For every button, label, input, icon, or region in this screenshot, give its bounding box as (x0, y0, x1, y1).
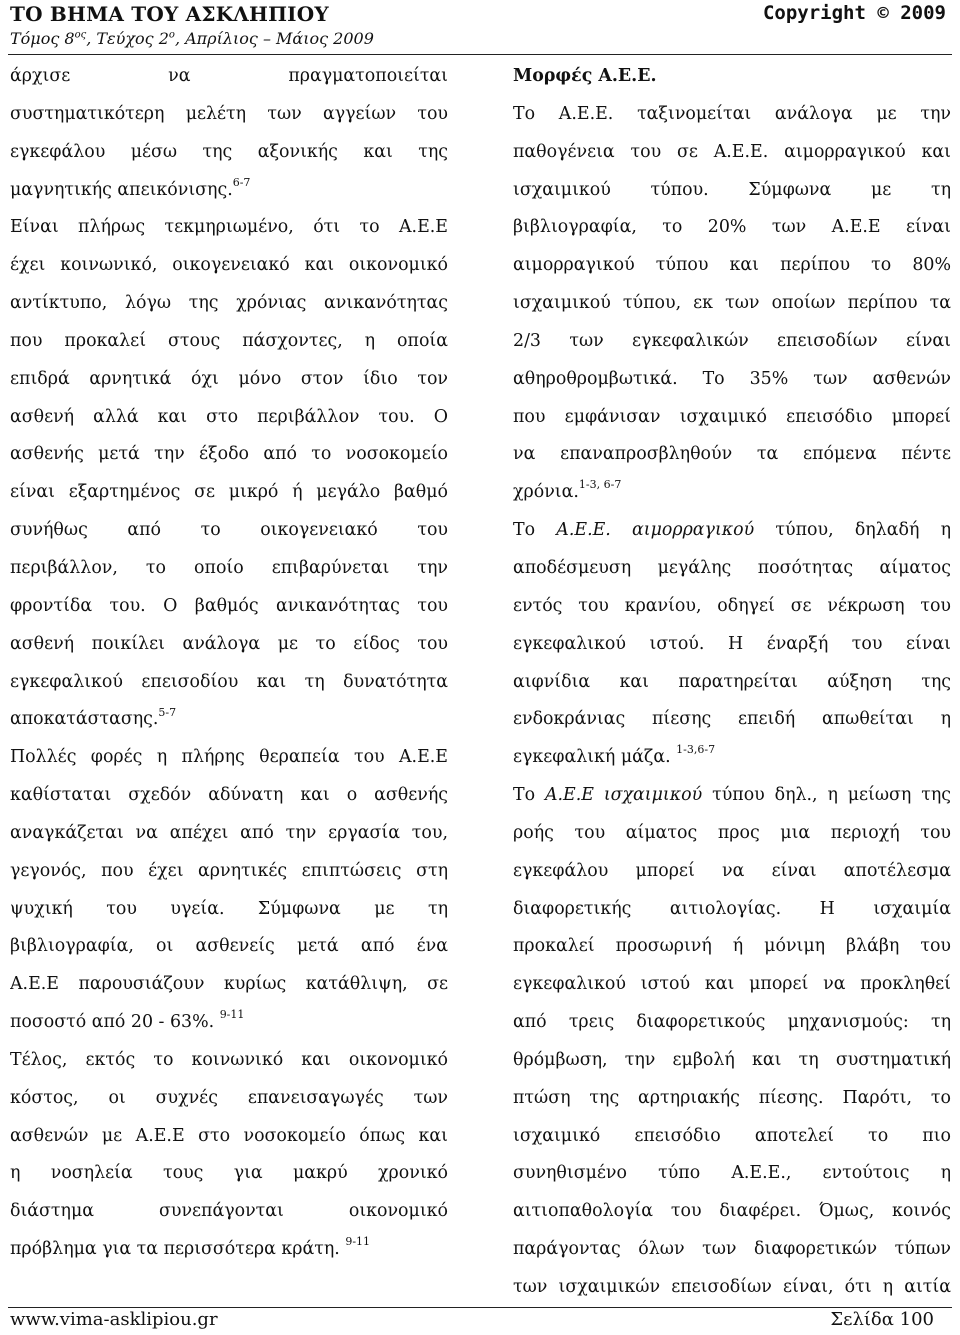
text-segment: εγκεφαλική μάζα. (513, 747, 671, 768)
text-line: ισχαιμικού τύπου, εκ των οποίων περίπου τα (513, 293, 951, 314)
text-line: αιτιοπαθολογία του διαφέρει. Όμως, κοινός (513, 1201, 951, 1222)
text-line: αναγκάζεται να απέχει από την εργασία του, (10, 822, 448, 843)
text-segment: πρόβλημα για τα περισσότερα κράτη. (10, 1239, 340, 1260)
italic-term: Α.Ε.Ε. αιμορραγικού (556, 520, 755, 541)
text-line (10, 1231, 448, 1269)
text-line (513, 777, 951, 815)
text-line: διάστημα συνεπάγονται οικονομικό (10, 1201, 448, 1222)
text-line: αιφνίδια και παρατηρείται αύξηση της (513, 671, 951, 692)
footer-divider (8, 1307, 952, 1308)
text-line: ροής του αίματος προς μια περιοχή του (513, 822, 951, 843)
text-line: Είναι πλήρως τεκμηριωμένο, ότι το Α.Ε.Ε (10, 217, 448, 238)
text-line: γεγονός, που έχει αρνητικές επιπτώσεις στη (10, 860, 448, 881)
text-line (10, 1004, 448, 1042)
text-line: 2/3 των εγκεφαλικών επεισοδίων είναι (513, 330, 951, 351)
text-segment: Το (513, 785, 545, 806)
text-line: άρχισε να πραγματοποιείται (10, 66, 448, 86)
text-line: εγκεφαλικού ιστού. Η έναρξή του είναι (513, 633, 951, 654)
text-segment: ποσοστό από 20 - 63%. (10, 1012, 215, 1033)
text-line: εντός του κρανίου, οδηγεί σε νέκρωση του (513, 595, 951, 616)
text-line: συστηματικότερη μελέτη των αγγείων του (10, 103, 448, 124)
text-line: των ισχαιμικών επεισοδίων είναι, ότι η αιτία (513, 1277, 951, 1297)
text-line (513, 739, 951, 777)
text-segment: μαγνητικής απεικόνισης. (10, 179, 233, 200)
text-line: αιμορραγικού τύπου και περίπου το 80% (513, 255, 951, 276)
text-line: παράγοντας όλων των διαφορετικών τύπων (513, 1239, 951, 1260)
text-line: συνήθως από το οικογενειακό του (10, 520, 448, 541)
text-line: ασθενής μετά την έξοδο από το νοσοκομείο (10, 444, 448, 465)
text-segment: τύπου δηλ., η μείωση της (702, 785, 951, 806)
text-line: ισχαιμικού τύπου. Σύμφωνα με τη (513, 179, 951, 200)
text-line: έχει κοινωνικό, οικογενειακό και οικονομικό (10, 255, 448, 276)
text-segment: αποκατάστασης. (10, 709, 159, 730)
page-number: Σελίδα 100 (830, 1309, 934, 1330)
copyright-notice: Copyright © 2009 (762, 2, 946, 24)
text-line: που προκαλεί στους πάσχοντες, η οποία (10, 330, 448, 351)
citation: 1-3,6-7 (676, 743, 716, 757)
text-line: συνηθισμένο τύπο Α.Ε.Ε., εντούτοις η (513, 1163, 951, 1184)
text-line: Α.Ε.Ε παρουσιάζουν κυρίως κατάθλιψη, σε (10, 974, 448, 995)
issue-info (10, 29, 374, 48)
text-segment: χρόνια. (513, 482, 579, 503)
issue-volume-sup: ος (74, 29, 87, 41)
page-header (10, 0, 946, 54)
issue-date: , Απρίλιος – Μάιος 2009 (174, 29, 374, 48)
text-line: παθογένεια του σε Α.Ε.Ε. αιμορραγικού και (513, 141, 951, 162)
text-line: Πολλές φορές η πλήρης θεραπεία του Α.Ε.Ε (10, 747, 448, 768)
text-line: θρόμβωση, την εμβολή και τη συστηματική (513, 1049, 951, 1070)
text-line: ασθενή ποικίλει ανάλογα με το είδος του (10, 633, 448, 654)
text-line: εγκεφαλικού επεισοδίου και τη δυνατότητα (10, 671, 448, 692)
text-line: προκαλεί προσωρινή ή μόνιμη βλάβη του (513, 936, 951, 957)
text-line: να επαναπροσβληθούν τα επόμενα πέντε (513, 444, 951, 465)
text-line: που εμφάνισαν ισχαιμικό επεισόδιο μπορεί (513, 406, 951, 427)
text-line: η νοσηλεία τους για μακρύ χρονικό (10, 1163, 448, 1184)
text-line: αθηροθρομβωτικά. Το 35% των ασθενών (513, 368, 951, 389)
text-line: επιδρά αρνητικά όχι μόνο στον ίδιο τον (10, 368, 448, 389)
text-line: εγκεφάλου μέσω της αξονικής και της (10, 141, 448, 162)
text-line: ενδοκράνιας πίεσης επειδή απωθείται η (513, 709, 951, 730)
citation: 6-7 (232, 175, 251, 189)
text-line: καθίσταται σχεδόν αδύνατη και ο ασθενής (10, 785, 448, 806)
text-line: Τέλος, εκτός το κοινωνικό και οικονομικό (10, 1049, 448, 1070)
text-line: πτώση της αρτηριακής πίεσης. Παρότι, το (513, 1087, 951, 1108)
issue-number: , Τεύχος 2 (86, 29, 169, 48)
left-column (10, 58, 448, 1269)
text-line: διαφορετικής αιτιολογίας. Η ισχαιμία (513, 898, 951, 919)
text-line (10, 701, 448, 739)
text-segment: Το (513, 520, 557, 541)
issue-number-sup: ο (168, 29, 175, 41)
citation: 5-7 (158, 705, 177, 719)
citation: 9-11 (345, 1235, 371, 1249)
italic-term: Α.Ε.Ε ισχαιμικού (544, 785, 703, 806)
text-line: περιβάλλον, το οποίο επιβαρύνεται την (10, 557, 448, 578)
text-line: αποδέσμευση μεγάλης ποσότητας αίματος (513, 557, 951, 578)
text-line: ισχαιμικό επεισόδιο αποτελεί το πιο (513, 1125, 951, 1146)
section-heading: Μορφές Α.Ε.Ε. (513, 66, 657, 86)
text-line: ψυχική του υγεία. Σύμφωνα με τη (10, 898, 448, 919)
text-line: βιβλιογραφία, το 20% των Α.Ε.Ε είναι (513, 217, 951, 238)
right-column (513, 58, 951, 1307)
text-line (513, 474, 951, 512)
text-line (513, 512, 951, 550)
text-line: αντίκτυπο, λόγω της χρόνιας ανικανότητας (10, 293, 448, 314)
citation: 1-3, 6-7 (578, 478, 622, 492)
text-line: από τρεις διαφορετικούς μηχανισμούς: τη (513, 1012, 951, 1033)
text-line: ασθενή αλλά και στο περιβάλλον του. Ο (10, 406, 448, 427)
citation: 9-11 (219, 1008, 245, 1022)
text-line: εγκεφάλου μπορεί να είναι αποτέλεσμα (513, 860, 951, 881)
text-line: βιβλιογραφία, οι ασθενείς μετά από ένα (10, 936, 448, 957)
text-line (10, 172, 448, 210)
text-line: είναι εξαρτημένος σε μικρό ή μεγάλο βαθμό (10, 482, 448, 503)
text-line: κόστος, οι συχνές επανεισαγωγές των (10, 1087, 448, 1108)
text-line: φροντίδα του. Ο βαθμός ανικανότητας του (10, 595, 448, 616)
website-link[interactable]: www.vima-asklipiou.gr (10, 1309, 218, 1330)
journal-title: ΤΟ ΒΗΜΑ ΤΟΥ ΑΣΚΛΗΠΙΟΥ (10, 2, 329, 26)
text-segment: τύπου, δηλαδή η (754, 520, 951, 541)
text-line: Το Α.Ε.Ε. ταξινομείται ανάλογα με την (513, 103, 951, 124)
text-line: εγκεφαλικού ιστού και μπορεί να προκληθεί (513, 974, 951, 995)
header-divider (8, 54, 952, 55)
text-line: ασθενών με Α.Ε.Ε στο νοσοκομείο όπως και (10, 1125, 448, 1146)
issue-volume: Τόμος 8 (10, 29, 75, 48)
